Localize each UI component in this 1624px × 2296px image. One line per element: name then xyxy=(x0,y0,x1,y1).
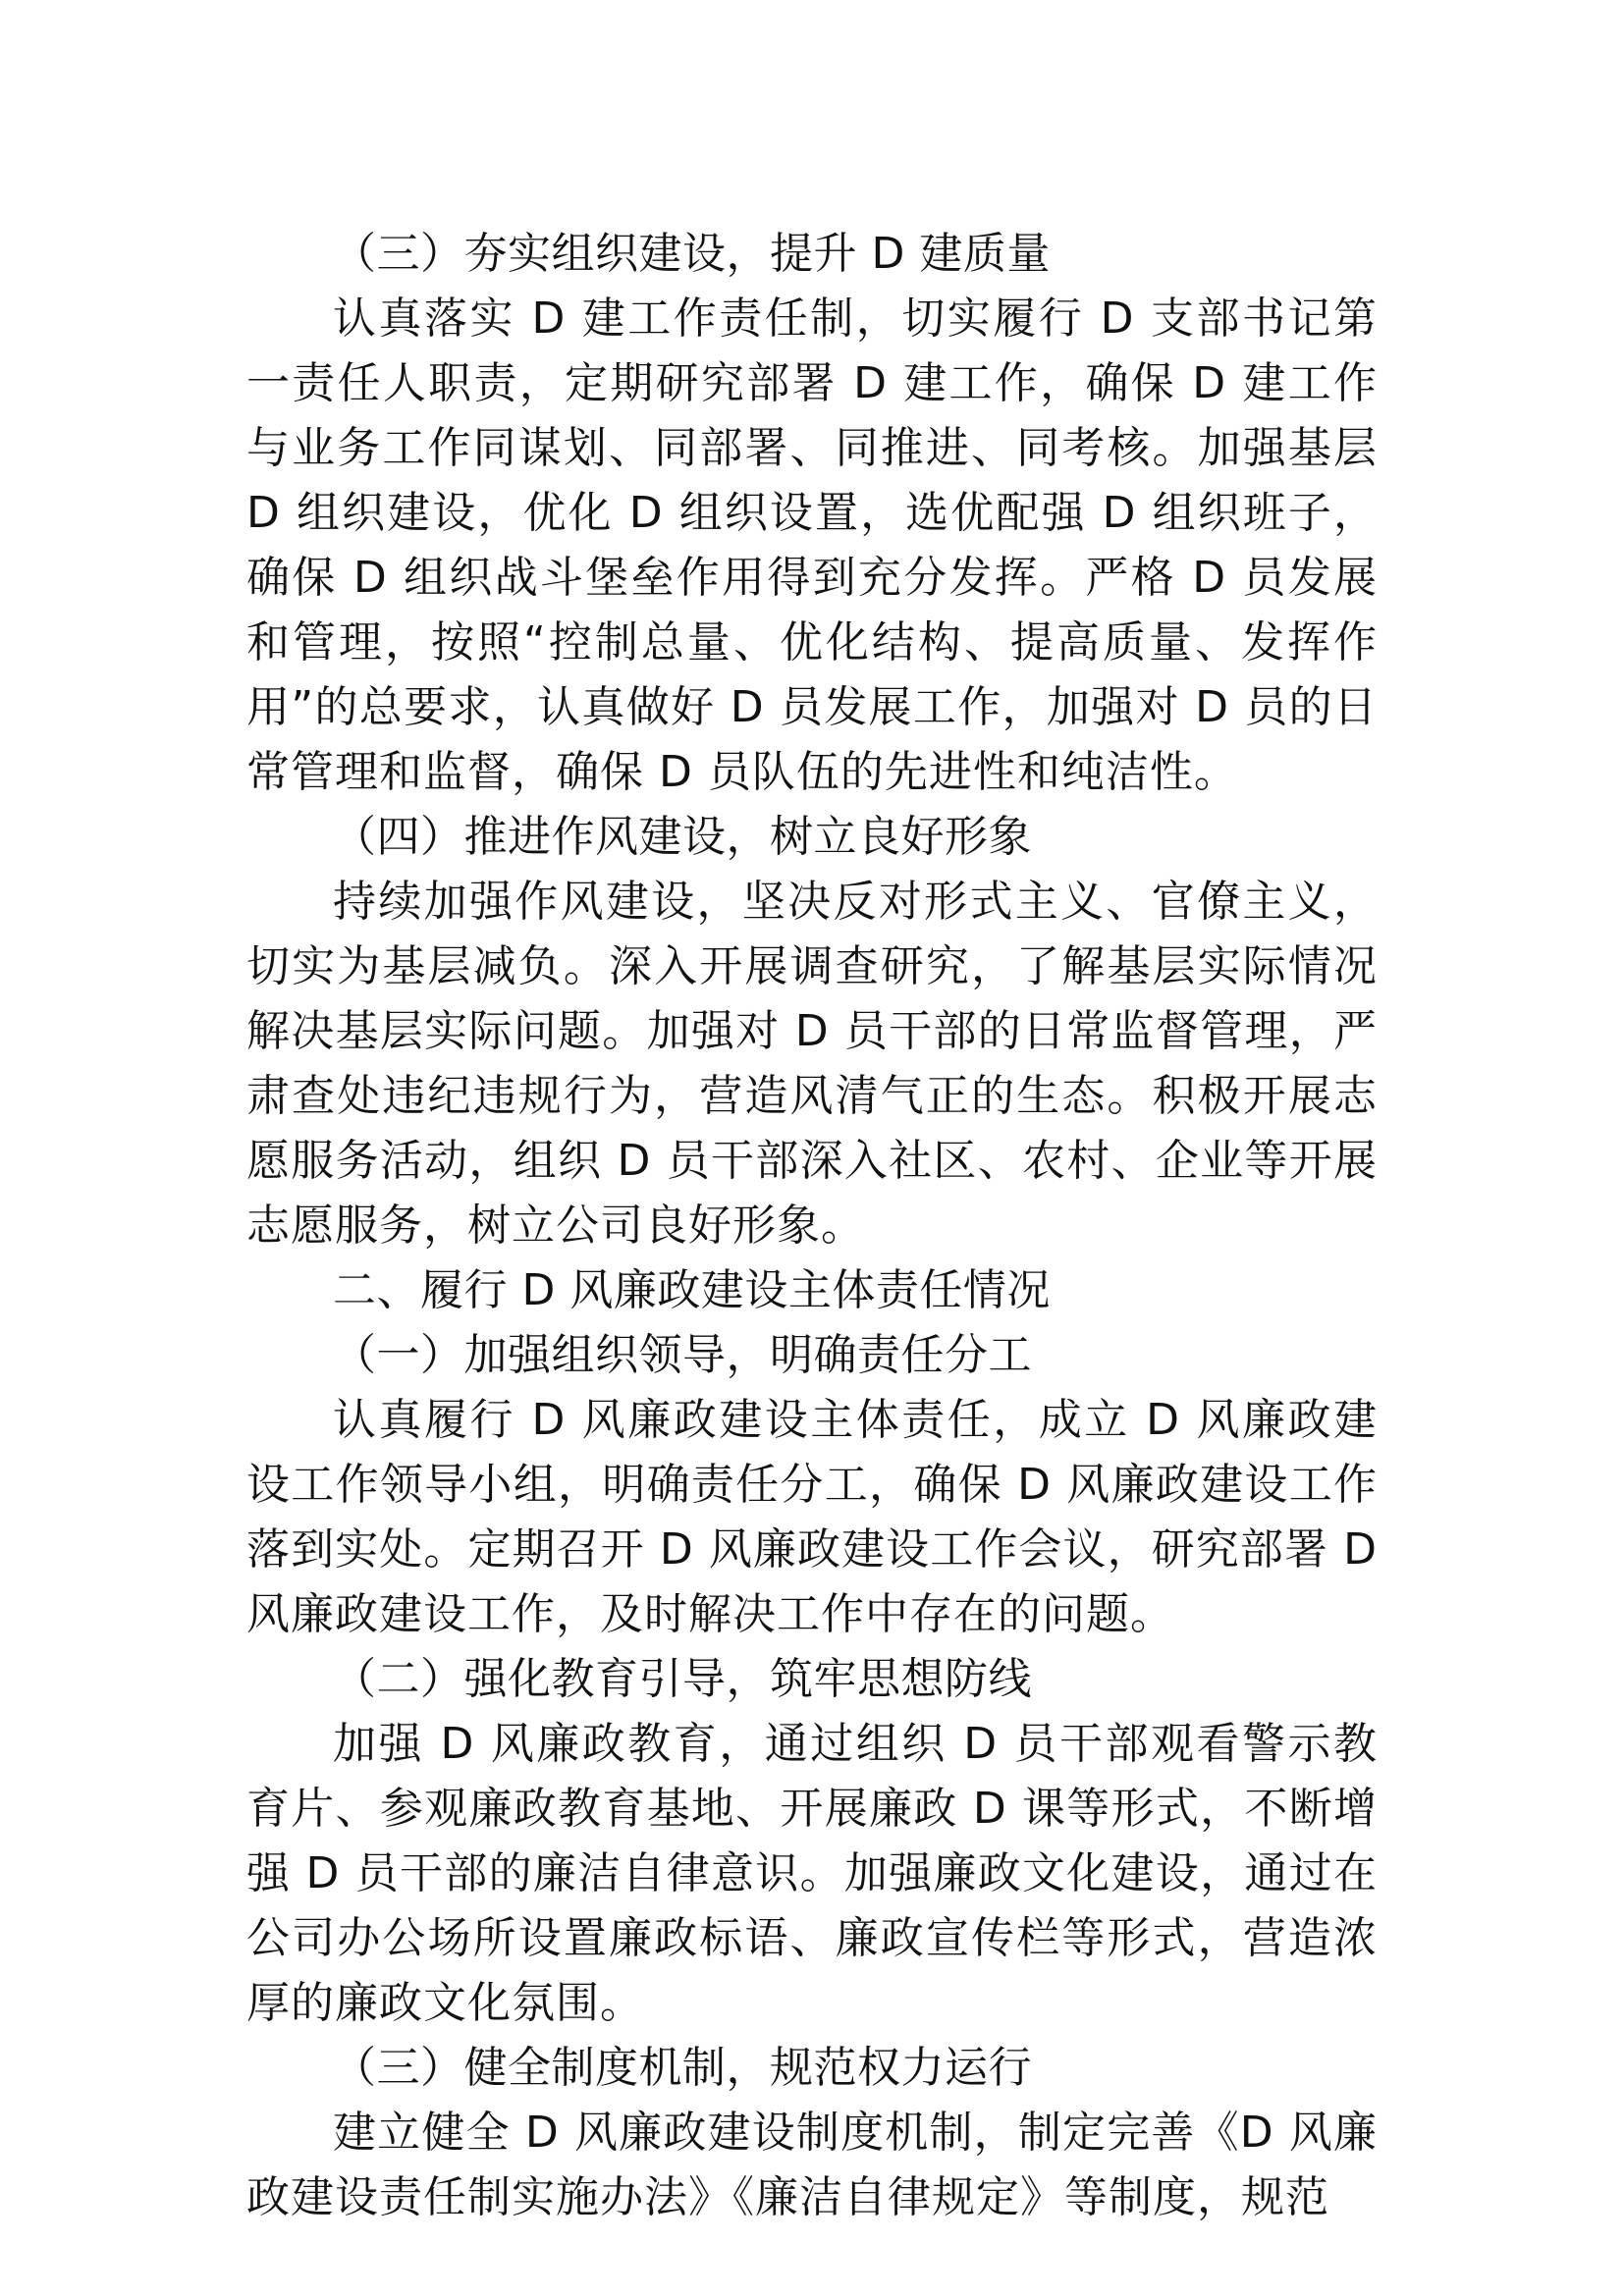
paragraph-party-building-responsibility: 认真落实 D 建工作责任制，切实履行 D 支部书记第一责任人职责，定期研究部署 D 建工作，确保 D 建工作与业务工作同谋划、同部署、同推进、同考核。加强基层 D 组织建设，优化 D 组织设置，选优配强 D 组织班子，确保 D 组织战斗堡垒作用得到充分发挥。严格 D 员发展和管理，按照“控制总量、优化结构、提高质量、发挥作用”的总要求，认真做好 D 员发展工作，加强对 D 员的日常管理和监督，确保 D 员队伍的先进性和纯洁性。 xyxy=(246,294,1378,797)
paragraph-work-style: 持续加强作风建设，坚决反对形式主义、官僚主义，切实为基层减负。深入开展调查研究，了解基层实际情况解决基层实际问题。加强对 D 员干部的日常监督管理，严肃查处违纪违规行为，营造风清气正的生态。积极开展志愿服务活动，组织 D 员干部深入社区、农村、企业等开展志愿服务，树立公司良好形象。 xyxy=(246,877,1378,1251)
paragraph-education-guidance: 加强 D 风廉政教育，通过组织 D 员干部观看警示教育片、参观廉政教育基地、开展廉政 D 课等形式，不断增强 D 员干部的廉洁自律意识。加强廉政文化建设，通过在公司办公场所设置廉政标语、廉政宣传栏等形式，营造浓厚的廉政文化氛围。 xyxy=(246,1719,1378,2028)
paragraph-organizational-leadership: 认真履行 D 风廉政建设主体责任，成立 D 风廉政建设工作领导小组，明确责任分工，确保 D 风廉政建设工作落到实处。定期召开 D 风廉政建设工作会议，研究部署 D 风廉政建设工作，及时解决工作中存在的问题。 xyxy=(246,1395,1378,1639)
chapter-heading-integrity-responsibility: 二、履行 D 风廉政建设主体责任情况 xyxy=(333,1265,1051,1315)
paragraph-institutional-mechanisms: 建立健全 D 风廉政建设制度机制，制定完善《D 风廉政建设责任制实施办法》《廉洁自律规定》等制度，规范 xyxy=(246,2108,1378,2222)
section-heading-organizational-leadership: （一）加强组织领导，明确责任分工 xyxy=(333,1330,1032,1380)
section-heading-education-guidance: （二）强化教育引导，筑牢思想防线 xyxy=(333,1654,1032,1704)
section-heading-strengthen-organization: （三）夯实组织建设，提升 D 建质量 xyxy=(333,229,1051,279)
section-heading-work-style: （四）推进作风建设，树立良好形象 xyxy=(333,812,1032,862)
section-heading-institutional-mechanisms: （三）健全制度机制，规范权力运行 xyxy=(333,2043,1032,2093)
document-page xyxy=(246,222,1378,2230)
